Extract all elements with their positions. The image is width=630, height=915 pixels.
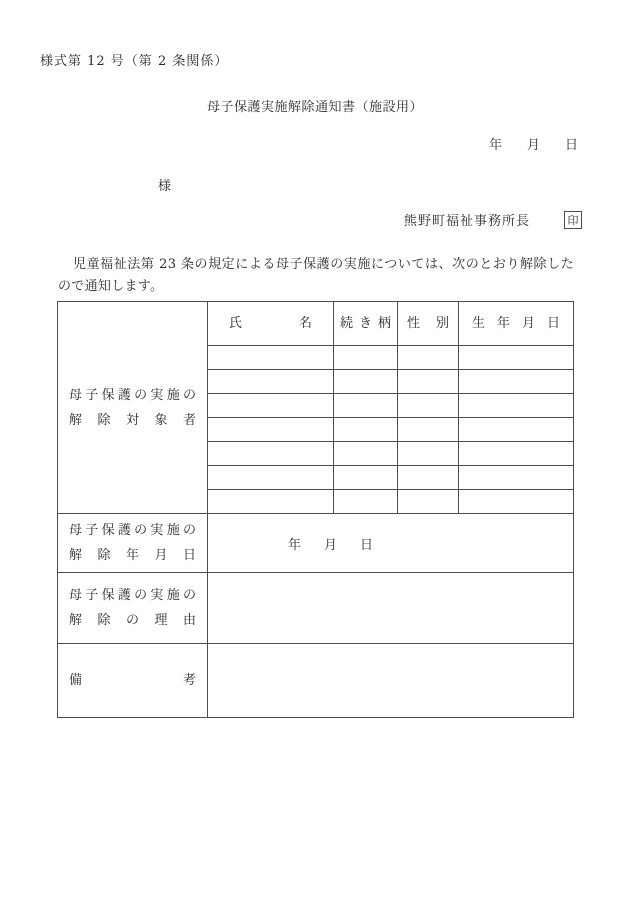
release-date-label-line1: 母子保護の実施の xyxy=(69,523,196,538)
col-header-name: 氏名 xyxy=(208,302,334,346)
issuer-line xyxy=(404,210,582,229)
section-remarks-label xyxy=(58,644,208,718)
name-cell xyxy=(208,442,334,466)
relationship-cell xyxy=(334,418,398,442)
birthdate-cell xyxy=(459,490,574,514)
issue-date-line xyxy=(489,134,578,153)
release-date-day-label: 日 xyxy=(360,537,374,553)
birthdate-cell xyxy=(459,370,574,394)
remarks-label: 備考 xyxy=(69,673,196,688)
remarks-value-cell xyxy=(208,644,574,718)
name-cell xyxy=(208,490,334,514)
relationship-cell xyxy=(334,346,398,370)
sex-cell xyxy=(398,490,459,514)
seal-label: 印 xyxy=(567,213,579,227)
addressee-suffix: 様 xyxy=(158,179,172,194)
release-reason-label-line2: 解除の理由 xyxy=(69,613,196,628)
birthdate-cell xyxy=(459,346,574,370)
name-cell xyxy=(208,418,334,442)
release-reason-value-cell xyxy=(208,573,574,644)
date-month-label: 月 xyxy=(526,138,540,153)
name-cell xyxy=(208,346,334,370)
sex-cell xyxy=(398,394,459,418)
release-date-year-label: 年 xyxy=(288,537,302,553)
birthdate-cell xyxy=(459,418,574,442)
col-header-birthdate: 生年月日 xyxy=(459,302,574,346)
col-header-sex: 性別 xyxy=(398,302,459,346)
section-release-date-label xyxy=(58,514,208,573)
release-reason-row xyxy=(58,573,574,644)
section-subject-label xyxy=(58,302,208,514)
release-date-value-cell xyxy=(208,514,574,573)
sex-cell xyxy=(398,346,459,370)
release-date-label-line2: 解除年月日 xyxy=(69,548,196,563)
birthdate-cell xyxy=(459,466,574,490)
subject-label-line1: 母子保護の実施の xyxy=(69,387,196,403)
remarks-row xyxy=(58,644,574,718)
birthdate-cell xyxy=(459,442,574,466)
birthdate-cell xyxy=(459,394,574,418)
subject-header-row xyxy=(58,302,574,346)
sex-cell xyxy=(398,418,459,442)
release-date-row xyxy=(58,514,574,573)
name-cell xyxy=(208,370,334,394)
section-release-reason-label xyxy=(58,573,208,644)
date-day-label: 日 xyxy=(564,138,578,153)
release-reason-label-line1: 母子保護の実施の xyxy=(69,588,196,603)
issuer-name: 熊野町福祉事務所長 xyxy=(403,214,530,229)
subject-label-line2: 解除対象者 xyxy=(69,412,196,428)
form-table xyxy=(57,301,574,718)
name-cell xyxy=(208,466,334,490)
relationship-cell xyxy=(334,370,398,394)
page-title: 母子保護実施解除通知書（施設用） xyxy=(206,100,423,115)
sex-cell xyxy=(398,370,459,394)
release-date-month-label: 月 xyxy=(324,537,338,553)
relationship-cell xyxy=(334,442,398,466)
body-text: 児童福祉法第 23 条の規定による母子保護の実施については、次のとおり解除したので通知します。 xyxy=(58,257,574,294)
relationship-cell xyxy=(334,394,398,418)
col-header-relationship: 続き柄 xyxy=(334,302,398,346)
name-cell xyxy=(208,394,334,418)
relationship-cell xyxy=(334,490,398,514)
date-year-label: 年 xyxy=(488,138,502,153)
relationship-cell xyxy=(334,466,398,490)
seal-box xyxy=(564,211,582,229)
form-number: 様式第 12 号（第 2 条関係） xyxy=(40,54,229,69)
sex-cell xyxy=(398,466,459,490)
sex-cell xyxy=(398,442,459,466)
